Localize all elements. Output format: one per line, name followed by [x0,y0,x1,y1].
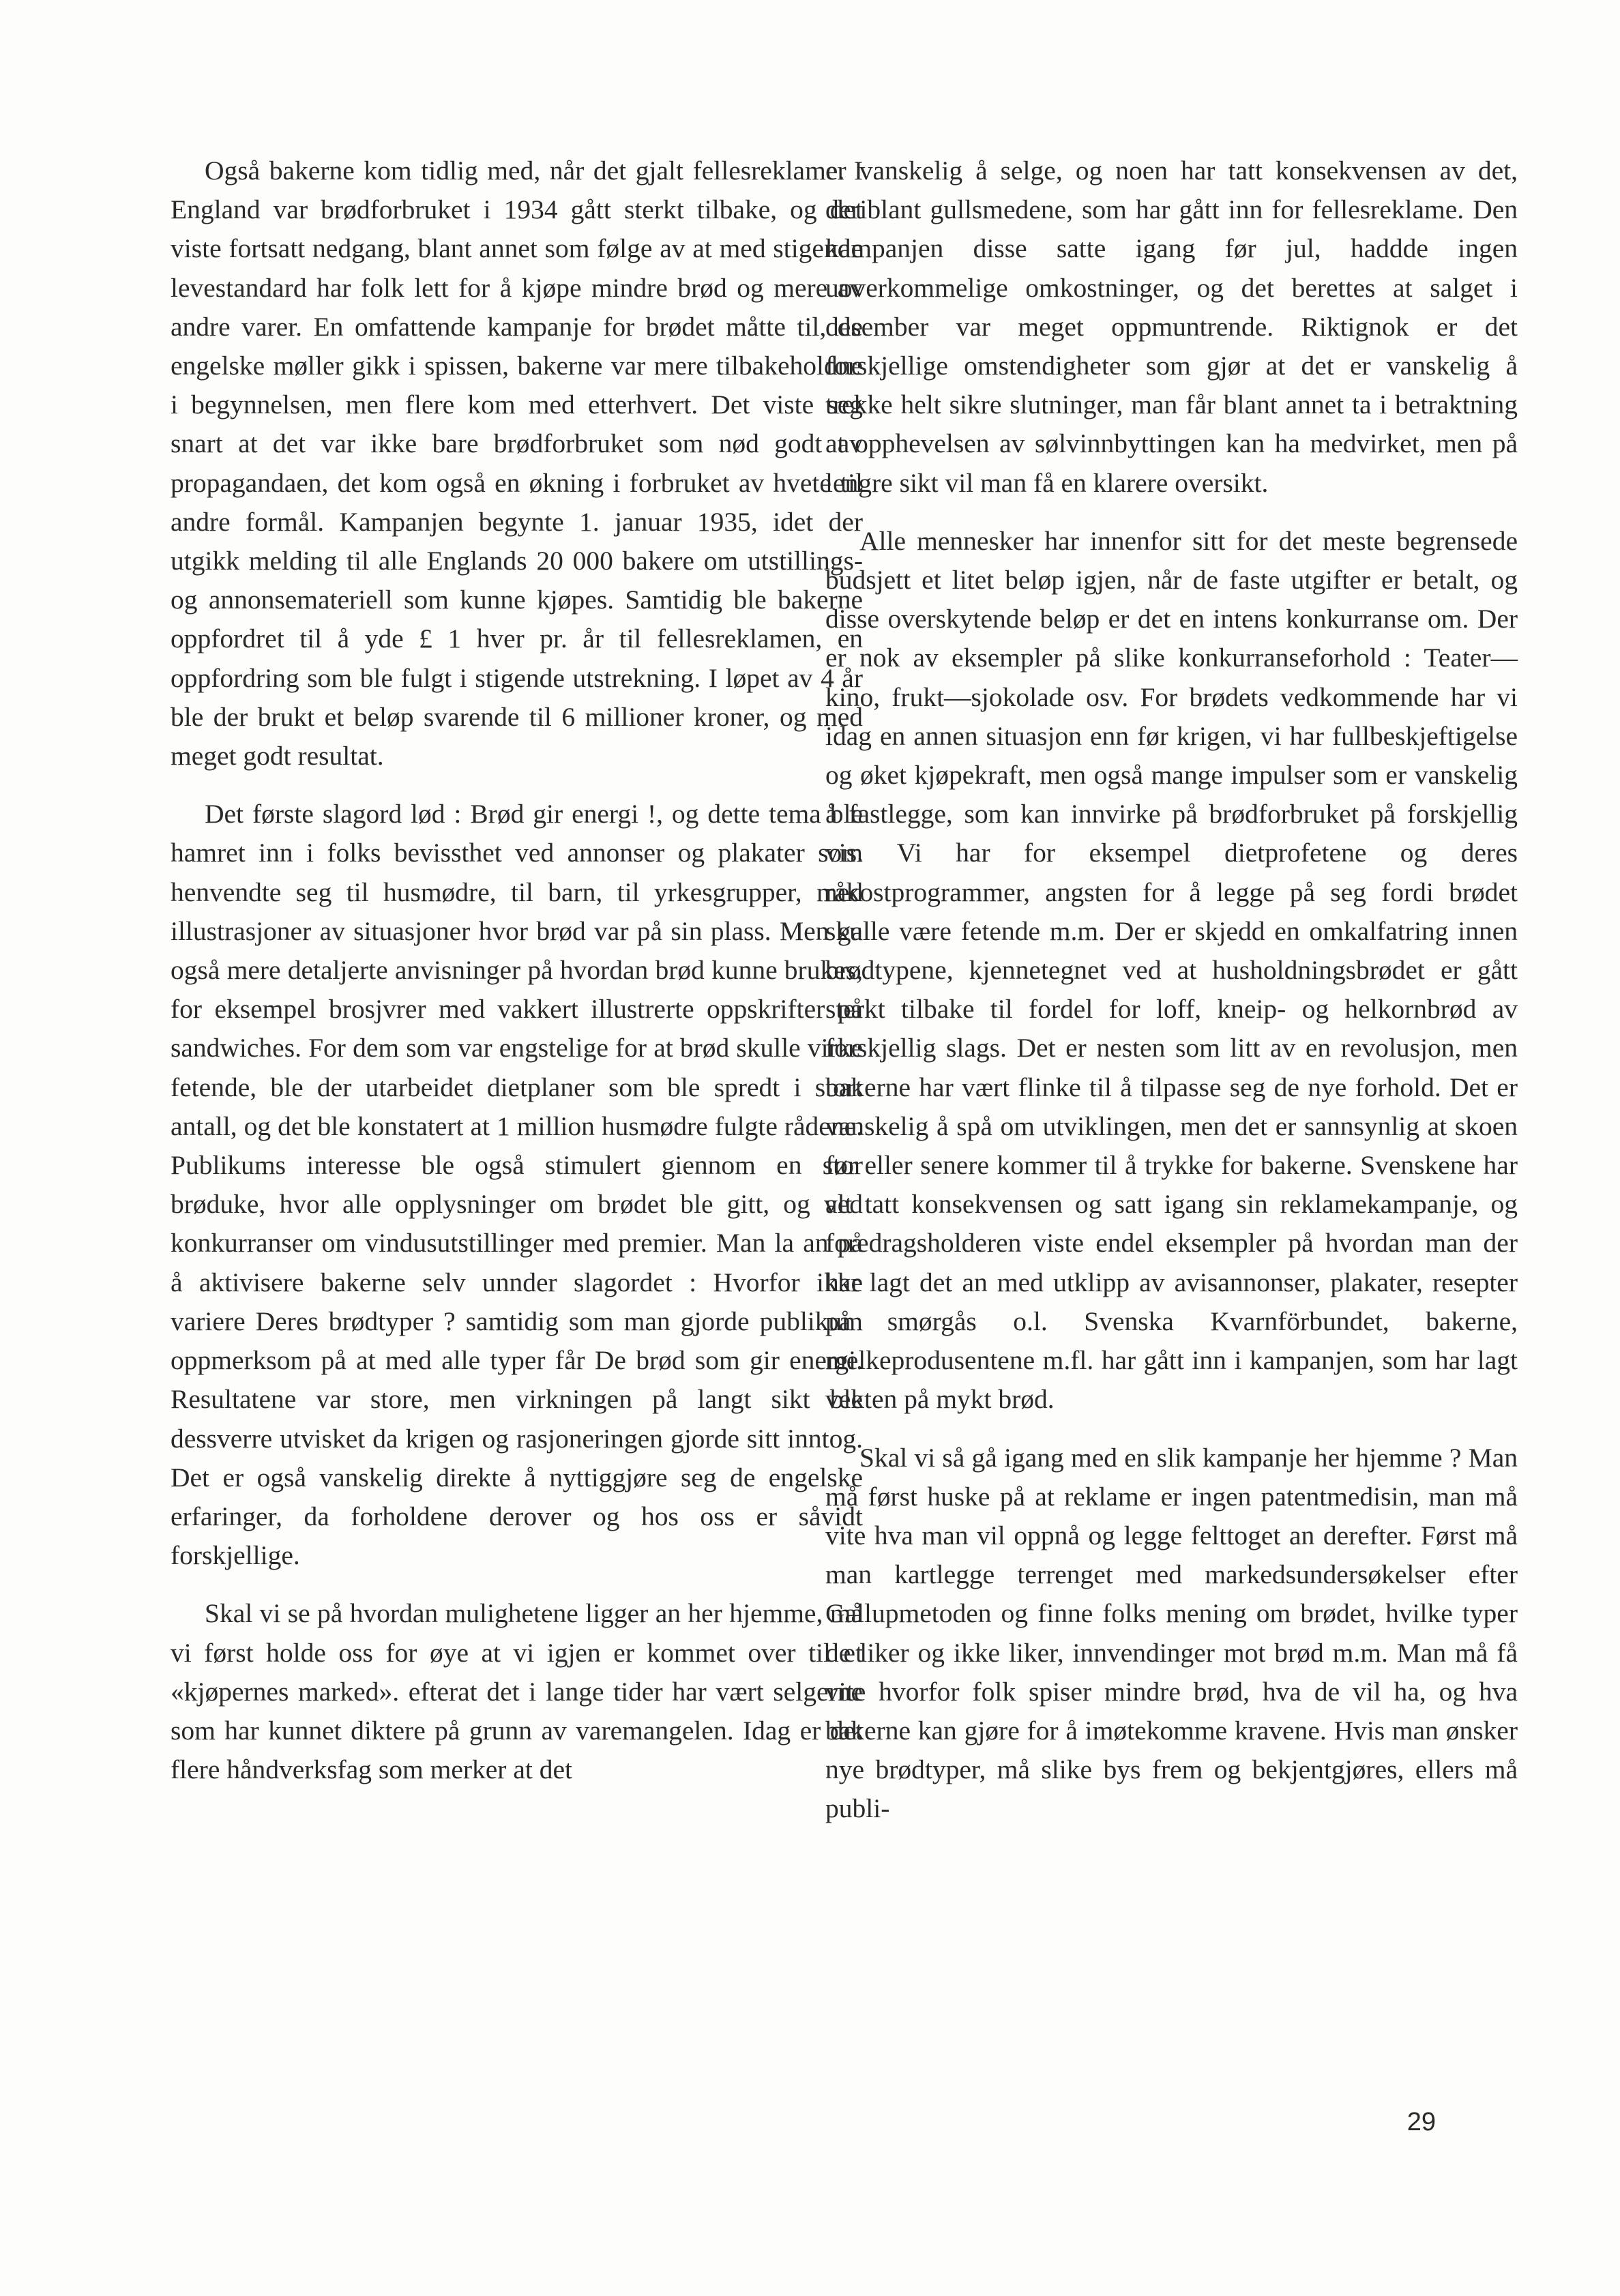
paragraph: Skal vi så gå igang med en slik kampanje her hjemme ? Man må først huske på at reklame er ingen patentmedisin, man må vite hva man vil oppnå og legge felttoget an derefter. Først må man kartlegge terrenget med markedsundersøkelser efter Gallupmetoden og finne folks mening om brødet, hvilke typer de liker og ikke liker, innvendinger mot brød m.m. Man må få vite hvorfor folk spiser mindre brød, hva de vil ha, og hva bakerne kan gjøre for å imøtekomme kravene. Hvis man ønsker nye brødtyper, må slike bys frem og bekjentgjøres, ellers må publi- [825,1442,1518,1824]
right-column [825,151,1518,1848]
page-number: 29 [1407,2108,1436,2136]
paragraph-continued: er vanskelig å selge, og noen har tatt konsekvensen av det, deriblant gullsmedene, som har gått inn for fellesreklame. Den kampanjen disse satte igang før jul, haddde ingen uoverkommelige omkostninger, og det berettes at salget i desember var meget oppmuntrende. Riktignok er det forskjellige omstendigheter som gjør at det er vanskelig å trekke helt sikre slutninger, man får blant annet ta i betraktning at opphevelsen av sølvinnbyttingen kan ha medvirket, men på lengre sikt vil man få en klarere oversikt. [825,156,1518,498]
paragraph: Det første slagord lød : Brød gir energi !, og dette tema ble hamret inn i folks bevissthet ved annonser og plakater som henvendte seg til husmødre, til barn, til yrkesgrupper, med illustrasjoner av situasjoner hvor brød var på sin plass. Men ga også mere detaljerte anvisninger på hvordan brød kunne brukes, for eksempel brosjvrer med vakkert illustrerte oppskrifter på sandwiches. For dem som var engstelige for at brød skulle virke fetende, ble der utarbeidet dietplaner som ble spredt i stort antall, og det ble konstatert at 1 million husmødre fulgte rådene. Publikums interesse ble også stimulert giennom en stor brøduke, hvor alle opplysninger om brødet ble gitt, og ved konkurranser om vindusutstillinger med premier. Man la an på å aktivisere bakerne selv unnder slagordet : Hvorfor ikke variere Deres brødtyper ? samtidig som man gjorde publikum oppmerksom på at med alle typer får De brød som gir energi. Resultatene var store, men virkningen på langt sikt ble dessverre utvisket da krigen og rasjoneringen gjorde sitt inntog. Det er også vanskelig direkte å nyttiggjøre seg de engelske erfaringer, da forholdene derover og hos oss er såvidt forskjellige. [171,799,863,1571]
paragraph: Også bakerne kom tidlig med, når det gjalt fellesreklame. I England var brødforbruket i 1934 gått sterkt tilbake, og det viste fortsatt nedgang, blant annet som følge av at med stigende levestandard har folk lett for å kjøpe mindre brød og mere av andre varer. En omfattende kampanje for brødet måtte til, de engelske møller gikk i spissen, bakerne var mere tilbakeholdne i begynnelsen, men flere kom med etterhvert. Det viste seg snart at det var ikke bare brødforbruket som nød godt av propagandaen, det kom også en økning i forbruket av hvete til andre formål. Kampanjen begynte 1. januar 1935, idet der utgikk melding til alle Englands 20 000 bakere om utstillings- og annonsemateriell som kunne kjøpes. Samtidig ble bakerne oppfordret til å yde £ 1 hver pr. år til fellesreklamen, en oppfordring som ble fulgt i stigende utstrekning. I løpet av 4 år ble der brukt et beløp svarende til 6 millioner kroner, og med meget godt resultat. [171,156,863,771]
paragraph: Alle mennesker har innenfor sitt for det meste begrensede budsjett et litet beløp igjen, når de faste utgifter er betalt, og disse overskytende beløp er det en intens konkurranse om. Der er nok av eksempler på slike konkurranseforhold : Teater—kino, frukt—sjokolade osv. For brødets vedkommende har vi idag en annen situasjon enn før krigen, vi har fullbeskjeftigelse og øket kjøpekraft, men også mange impulser som er vanskelig å fastlegge, som kan innvirke på brødforbruket på forskjellig vis. Vi har for eksempel dietprofetene og deres råkostprogrammer, angsten for å legge på seg fordi brødet skulle være fetende m.m. Der er skjedd en omkalfatring innen brødtypene, kjennetegnet ved at husholdningsbrødet er gått sterkt tilbake til fordel for loff, kneip- og helkornbrød av forskjellig slags. Det er nesten som litt av en revolusjon, men bakerne har vært flinke til å tilpasse seg de nye forhold. Det er vanskelig å spå om utviklingen, men det er sannsynlig at skoen før eller senere kommer til å trykke for bakerne. Svenskene har alt tatt konsekvensen og satt igang sin reklamekampanje, og foredragsholderen viste endel eksempler på hvordan man der har lagt det an med utklipp av avisannonser, plakater, resepter på smørgås o.l. Svenska Kvarnförbundet, bakerne, melkeprodusentene m.fl. har gått inn i kampanjen, som har lagt vekten på mykt brød. [825,525,1518,1415]
left-column [171,151,863,1808]
paragraph: Skal vi se på hvordan mulighetene ligger an her hjemme, må vi først holde oss for øye at vi igjen er kommet over til et «kjøpernes marked». efterat det i lange tider har vært selgerne som har kunnet diktere på grunn av varemangelen. Idag er det flere håndverksfag som merker at det [171,1598,863,1785]
